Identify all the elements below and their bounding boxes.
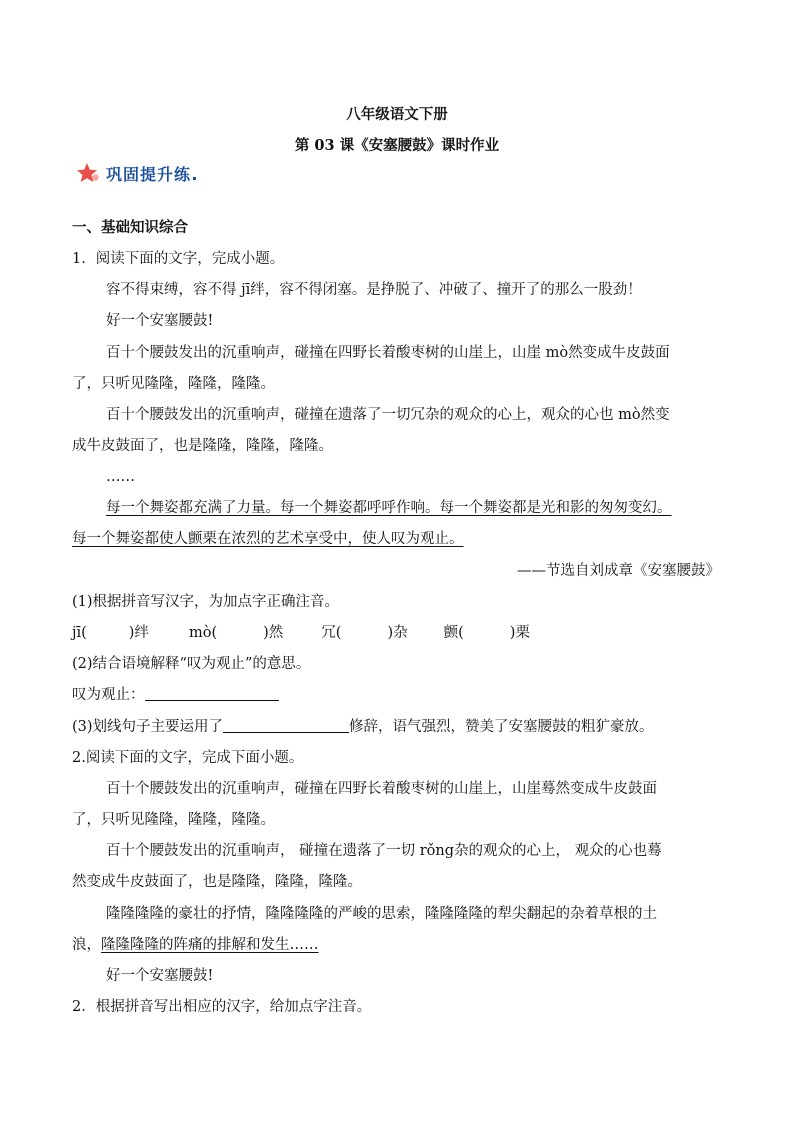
star-icon <box>76 162 100 184</box>
passage-line: 百十个腰鼓发出的沉重响声，碰撞在四野长着酸枣树的山崖上，山崖 mò然变成牛皮鼓面 <box>106 345 670 361</box>
pinyin-blanks-row <box>72 622 530 644</box>
question-2-intro: 2.阅读下面的文字，完成下面小题。 <box>72 750 304 766</box>
answer-label: 叹为观止： <box>72 687 145 703</box>
passage-line: 隆隆隆隆的豪壮的抒情，隆隆隆隆的严峻的思索，隆隆隆隆的犁尖翻起的杂着草根的土 <box>106 906 657 922</box>
section-heading: 一、基础知识综合 <box>72 219 188 236</box>
passage-line: 好一个安塞腰鼓! <box>106 313 214 329</box>
section-banner <box>76 160 196 186</box>
passage-ellipsis: …… <box>106 469 135 485</box>
blank-3-open: 冗( <box>321 625 342 641</box>
passage-line: 了，只听见隆隆，隆隆，隆隆。 <box>72 376 275 392</box>
sub-question-3 <box>72 716 654 738</box>
passage-line <box>72 934 319 956</box>
blank-3-close: )杂 <box>387 625 408 641</box>
passage-line: 了，只听见隆隆，隆隆，隆隆。 <box>72 812 275 828</box>
passage-text: 浪， <box>72 937 101 953</box>
underlined-sentence: 每一个舞姿都充满了力量。每一个舞姿都呼呼作响。每一个舞姿都是光和影的匆匆变幻。 <box>106 500 672 516</box>
blank-2-open: mò( <box>188 625 218 641</box>
passage-line: 百十个腰鼓发出的沉重响声， 碰撞在遗落了一切 rǒng杂的观众的心上， 观众的心也蓦 <box>106 843 662 859</box>
underlined-sentence: 隆隆隆隆的阵痛的排解和发生…… <box>101 937 319 953</box>
passage-line: 容不得束缚，容不得 jī绊，容不得闭塞。是挣脱了、冲破了、撞开了的那么一股劲！ <box>106 282 642 298</box>
passage-line: 成牛皮鼓面了，也是隆隆，隆隆，隆隆。 <box>72 438 333 454</box>
lesson-subtitle: 第 03 课《安塞腰鼓》课时作业 <box>294 137 500 154</box>
question-1-intro: 1．阅读下面的文字，完成小题。 <box>72 251 285 267</box>
banner-label: 巩固提升练 <box>106 164 192 184</box>
passage-line: 好一个安塞腰鼓! <box>106 968 214 984</box>
blank-1-open: jī( <box>72 625 87 641</box>
sub-question-2: (2)结合语境解释“叹为观止”的意思。 <box>72 656 311 672</box>
blank-2-close: )然 <box>263 625 284 641</box>
blank-4-close: )栗 <box>509 625 530 641</box>
answer-blank[interactable] <box>145 685 279 701</box>
answer-line <box>72 684 279 706</box>
passage-line: 百十个腰鼓发出的沉重响声，碰撞在四野长着酸枣树的山崖上，山崖蓦然变成牛皮鼓面 <box>106 781 657 797</box>
sub-question: 2．根据拼音写出相应的汉字，给加点字注音。 <box>72 999 372 1015</box>
sub-question-3-post: 修辞，语气强烈，赞美了安塞腰鼓的粗犷豪放。 <box>349 719 654 735</box>
sub-question-3-pre: (3)划线句子主要运用了 <box>72 719 224 735</box>
passage-line: 然变成牛皮鼓面了，也是隆隆，隆隆，隆隆。 <box>72 874 362 890</box>
underlined-sentence: 每一个舞姿都使人颤栗在浓烈的艺术享受中，使人叹为观止。 <box>72 531 464 547</box>
sub-question-1: (1)根据拼音写汉字，为加点字正确注音。 <box>72 594 340 610</box>
blank-1-close: )绊 <box>128 625 149 641</box>
passage-source: ——节选自刘成章《安塞腰鼓》 <box>517 563 720 579</box>
banner-dot <box>193 177 196 180</box>
rhetoric-blank[interactable] <box>223 717 349 733</box>
page-title: 八年级语文下册 <box>346 106 448 123</box>
blank-4-open: 颤( <box>443 625 464 641</box>
passage-line: 百十个腰鼓发出的沉重响声，碰撞在遗落了一切冗杂的观众的心上，观众的心也 mò然变 <box>106 407 670 423</box>
